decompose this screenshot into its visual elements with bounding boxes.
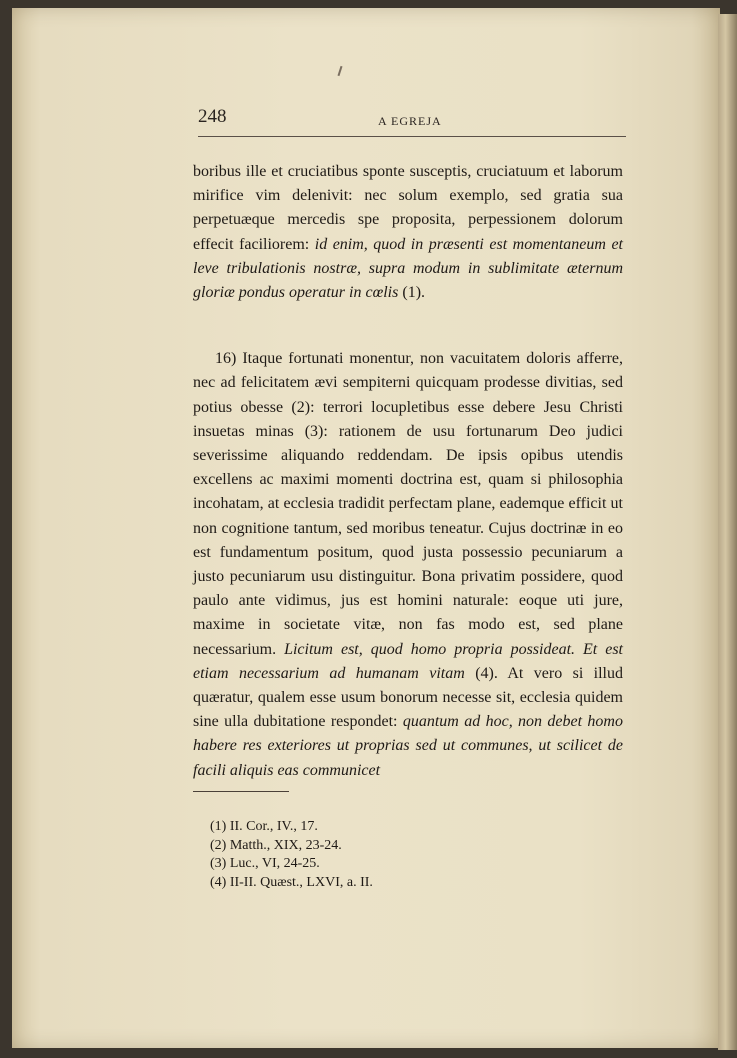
paragraph-16 — [193, 347, 623, 783]
paragraph-continuation — [193, 160, 623, 305]
italic-quotation: Licitum est, quod homo propria possideat. Et est etiam necessarium ad humanam vitam — [193, 640, 623, 682]
footnote: (1) II. Cor., IV., 17. — [210, 819, 318, 834]
text-run: 16) Itaque fortunati monentur, non vacuitatem doloris afferre, nec ad felicitatem ævi sempiterni quicquam prodesse divitias, sed potius obesse (2): terrori locupletibus esse debere Jesu Christi insuetas minas (3): rationem de usu fortunarum Deo judici severissime aliquando reddendam. De ipsis opibus utendis excellens ac maximi momenti doctrina est, quam si philosophia incohatam, at ecclesia tradidit perfectam plane, eademque efficit ut non cognitione tantum, sed moribus teneatur. Cujus doctrinæ in eo est fundamentum positum, quod justa possessio pecuniarum a justo pecuniarum usu distinguitur. Bona privatim possidere, quod paulo ante vidimus, jus est homini naturale: eoque uti jure, maxime in societate vitæ, non fas modo est, sed plane necessarium. — [193, 350, 623, 658]
page-number: 248 — [198, 106, 227, 127]
footnote-rule — [193, 791, 289, 792]
footnote: (2) Matth., XIX, 23-24. — [210, 837, 342, 853]
footnote: (4) II-II. Quæst., LXVI, a. II. — [210, 874, 373, 890]
running-title: A EGREJA — [378, 114, 442, 128]
italic-quotation: id enim, quod in præsenti est momentaneum et leve tribulationis nostræ, supra modum in sublimitate æternum gloriæ pondus operatur in cœlis — [193, 235, 623, 302]
footnote: (3) Luc., VI, 24-25. — [210, 856, 320, 871]
text-run: boribus ille et cruciatibus sponte susceptis, cruciatuum et laborum mirifice vim delenivit: nec solum exemplo, sed gratia sua perpetuæque mercedis spe proposita, perpessionem dolorum effecit faciliorem: — [193, 163, 623, 253]
text-run: (4). At vero si illud quæratur, qualem esse usum bonorum necesse sit, ecclesia quidem sine ulla dubitatione respondet: — [193, 664, 624, 731]
page-header — [198, 106, 626, 138]
text-run: (1). — [398, 284, 426, 302]
header-rule — [198, 136, 626, 137]
footnotes — [210, 818, 590, 892]
body-text — [193, 160, 623, 783]
italic-quotation: quantum ad hoc, non debet homo habere res exteriores ut proprias sed ut communes, ut scilicet de facili aliquis eas communicet — [193, 713, 623, 779]
page-edge — [718, 14, 737, 1050]
